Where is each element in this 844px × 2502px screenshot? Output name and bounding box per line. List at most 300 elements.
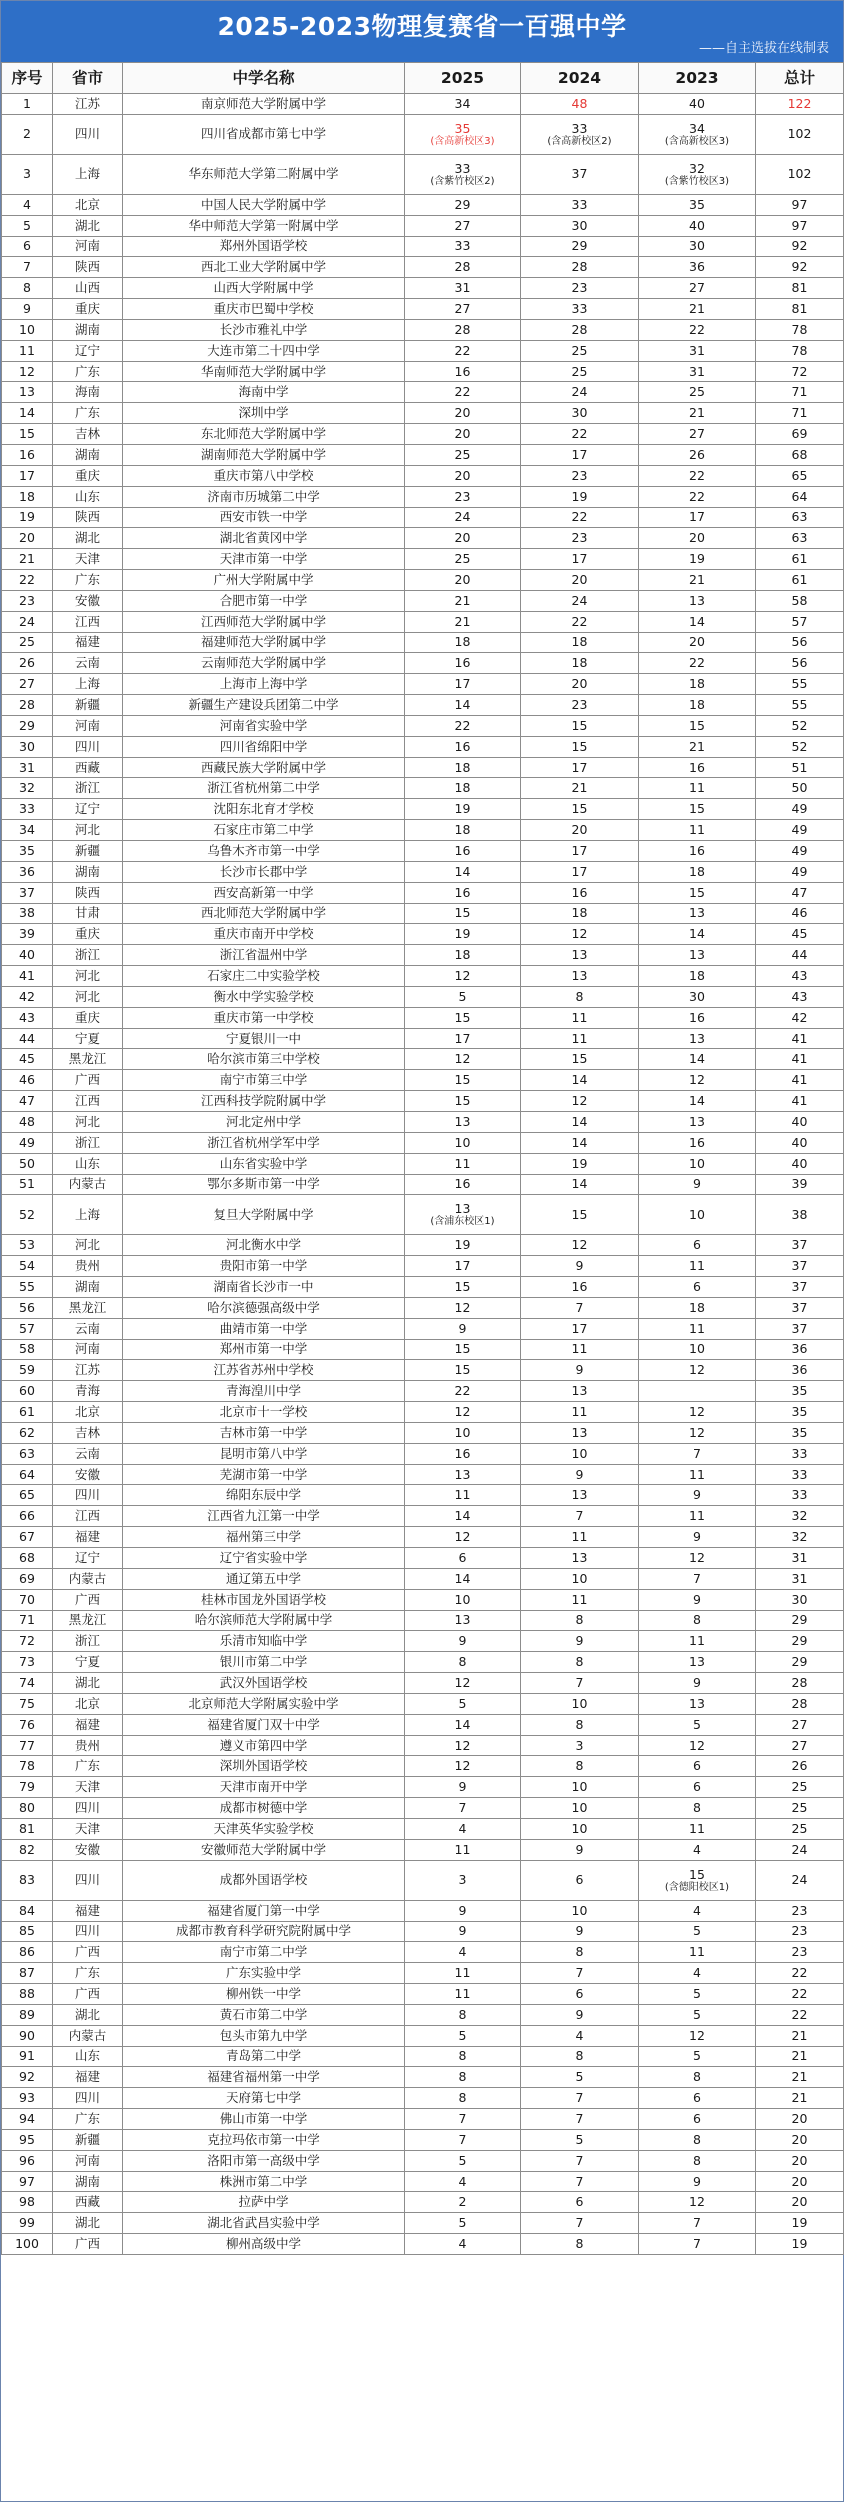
province-value: 浙江	[74, 780, 100, 796]
rank-value: 37	[19, 884, 35, 900]
score-2024-cell	[521, 1007, 639, 1028]
province-cell	[53, 1049, 123, 1070]
table-row	[2, 590, 844, 611]
province-cell	[53, 1506, 123, 1527]
score-2023-value: 13	[689, 1030, 705, 1046]
total-value: 25	[791, 1800, 808, 1816]
rank-cell	[2, 1963, 53, 1984]
score-2023-value: 11	[689, 1466, 705, 1482]
rank-value: 5	[23, 217, 31, 233]
score-2025-cell	[405, 2192, 521, 2213]
score-2023-value: 6	[693, 1237, 701, 1253]
table-row	[2, 778, 844, 799]
score-2024-value: 28	[571, 259, 588, 275]
province-cell	[53, 154, 123, 194]
school-value: 天津英华实验学校	[213, 1820, 314, 1836]
rank-cell	[2, 1610, 53, 1631]
score-2023-cell	[639, 1693, 756, 1714]
province-cell	[53, 1195, 123, 1235]
score-2025-value: 12	[454, 1758, 471, 1774]
rank-cell	[2, 2088, 53, 2109]
score-2025-cell	[405, 1860, 521, 1900]
school-value: 福州第三中学	[225, 1529, 301, 1545]
score-2023-value: 8	[693, 2069, 701, 2085]
score-2024-value: 9	[575, 1362, 584, 1378]
score-2025-value: 4	[458, 1820, 467, 1836]
total-value: 40	[791, 1155, 808, 1171]
score-2024-cell	[521, 1381, 639, 1402]
score-2024-cell	[521, 1942, 639, 1963]
total-value: 28	[791, 1674, 808, 1690]
total-value: 19	[791, 2215, 808, 2231]
score-2024-cell	[521, 1297, 639, 1318]
score-2023-cell	[639, 1652, 756, 1673]
score-2025-cell	[405, 778, 521, 799]
province-cell	[53, 114, 123, 154]
total-value: 42	[791, 1009, 808, 1025]
province-cell	[53, 2150, 123, 2171]
score-2025-cell	[405, 340, 521, 361]
score-2023-cell	[639, 1589, 756, 1610]
campus-note: (含紫竹校区3)	[664, 175, 730, 187]
province-value: 重庆	[74, 1009, 100, 1025]
score-2024-cell	[521, 882, 639, 903]
rank-cell	[2, 1297, 53, 1318]
score-2024-value: 25	[571, 342, 588, 358]
province-value: 江西	[74, 1508, 100, 1524]
score-2023-value: 12	[689, 1072, 705, 1088]
table-row	[2, 986, 844, 1007]
school-cell	[123, 2192, 405, 2213]
province-cell	[53, 986, 123, 1007]
score-2024-value: 8	[575, 1944, 584, 1960]
total-cell	[756, 1318, 844, 1339]
rank-value: 29	[19, 717, 35, 733]
rank-value: 15	[19, 426, 35, 442]
score-2025-value: 12	[454, 1404, 471, 1420]
school-value: 天津市南开中学	[219, 1779, 308, 1795]
score-2024-value: 6	[575, 2194, 584, 2210]
score-2025-cell	[405, 2046, 521, 2067]
school-cell	[123, 486, 405, 507]
score-2023-cell	[639, 757, 756, 778]
total-cell	[756, 1839, 844, 1860]
school-cell	[123, 2109, 405, 2130]
score-2023-cell	[639, 2067, 756, 2088]
score-2025-value: 16	[454, 655, 471, 671]
school-cell	[123, 194, 405, 215]
rank-cell	[2, 444, 53, 465]
score-2023-value: 4	[693, 1902, 701, 1918]
province-value: 湖北	[74, 217, 100, 233]
province-value: 广东	[74, 571, 100, 587]
table-row	[2, 1070, 844, 1091]
score-2025-value: 16	[454, 363, 471, 379]
score-2023-cell	[639, 1568, 756, 1589]
table-row	[2, 841, 844, 862]
campus-note: (含高新校区3)	[430, 135, 495, 147]
total-value: 65	[791, 467, 808, 483]
rank-value: 9	[23, 300, 31, 316]
score-2025-value: 11	[454, 1155, 471, 1171]
score-2023-value: 21	[689, 571, 705, 587]
score-2024-cell	[521, 2150, 639, 2171]
rank-cell	[2, 2213, 53, 2234]
province-cell	[53, 2234, 123, 2255]
province-value: 天津	[74, 1779, 100, 1795]
score-2025-cell	[405, 1798, 521, 1819]
score-2025-value: 14	[454, 1716, 471, 1732]
score-2024-cell	[521, 299, 639, 320]
province-value: 广东	[74, 405, 100, 421]
score-2023-cell	[639, 674, 756, 695]
rank-value: 16	[19, 446, 35, 462]
school-value: 辽宁省实验中学	[219, 1549, 308, 1565]
score-2024-value: 12	[571, 1093, 588, 1109]
rank-cell	[2, 1818, 53, 1839]
province-value: 安徽	[74, 1466, 100, 1482]
total-cell	[756, 2067, 844, 2088]
score-2024-cell	[521, 1589, 639, 1610]
school-value: 鄂尔多斯市第一中学	[207, 1176, 320, 1192]
total-cell	[756, 2171, 844, 2192]
total-cell	[756, 1049, 844, 1070]
score-2023-cell	[639, 1153, 756, 1174]
score-2023-cell	[639, 1735, 756, 1756]
rank-cell	[2, 94, 53, 115]
rank-value: 53	[19, 1237, 35, 1253]
rank-cell	[2, 1091, 53, 1112]
rank-value: 25	[19, 634, 35, 650]
school-value: 广东实验中学	[225, 1965, 301, 1981]
score-2025-value: 8	[458, 2090, 467, 2106]
school-cell	[123, 1153, 405, 1174]
score-2023-cell	[639, 632, 756, 653]
school-value: 湖南省长沙市一中	[213, 1278, 314, 1294]
score-2024-cell	[521, 1610, 639, 1631]
school-cell	[123, 736, 405, 757]
rank-value: 72	[19, 1633, 35, 1649]
table-row	[2, 1297, 844, 1318]
total-value: 92	[791, 259, 808, 275]
total-value: 43	[791, 988, 808, 1004]
score-2023-cell	[639, 1464, 756, 1485]
score-2023-value: 4	[693, 1965, 701, 1981]
school-value: 江西省九江第一中学	[207, 1508, 320, 1524]
score-2024-value: 23	[571, 467, 588, 483]
total-cell	[756, 486, 844, 507]
score-2024-value: 9	[575, 1923, 584, 1939]
score-2023-cell	[639, 1007, 756, 1028]
table-row	[2, 945, 844, 966]
school-cell	[123, 1132, 405, 1153]
table-row	[2, 1007, 844, 1028]
table-row	[2, 1589, 844, 1610]
school-value: 宁夏银川一中	[225, 1030, 301, 1046]
rank-cell	[2, 632, 53, 653]
score-2023-value: 12	[689, 1362, 705, 1378]
total-value: 23	[791, 1944, 808, 1960]
school-value: 武汉外国语学校	[219, 1674, 308, 1690]
rank-cell	[2, 986, 53, 1007]
score-2024-value: 8	[575, 2048, 584, 2064]
score-2025-value: 8	[458, 2048, 467, 2064]
total-cell	[756, 820, 844, 841]
score-2024-cell	[521, 1318, 639, 1339]
score-2023-cell	[639, 1422, 756, 1443]
total-cell	[756, 114, 844, 154]
table-row	[2, 465, 844, 486]
province-value: 辽宁	[74, 1549, 100, 1565]
school-cell	[123, 340, 405, 361]
score-2023-cell	[639, 1631, 756, 1652]
table-row	[2, 1485, 844, 1506]
rank-value: 75	[19, 1695, 35, 1711]
school-value: 克拉玛依市第一中学	[207, 2131, 320, 2147]
table-row	[2, 1091, 844, 1112]
school-cell	[123, 1506, 405, 1527]
province-value: 青海	[74, 1383, 100, 1399]
score-2025-value: 14	[454, 1570, 471, 1586]
score-2023-value: 27	[689, 426, 705, 442]
province-cell	[53, 528, 123, 549]
rank-value: 94	[19, 2111, 35, 2127]
province-cell	[53, 1735, 123, 1756]
province-value: 福建	[74, 1902, 100, 1918]
score-2025-value: 10	[454, 1424, 471, 1440]
school-value: 哈尔滨德强高级中学	[207, 1299, 320, 1315]
province-cell	[53, 1777, 123, 1798]
rank-value: 88	[19, 1985, 35, 2001]
score-2024-value: 11	[571, 1529, 588, 1545]
school-cell	[123, 1360, 405, 1381]
campus-note: (含高新校区3)	[664, 135, 730, 147]
school-value: 中国人民大学附属中学	[200, 196, 326, 212]
total-cell	[756, 903, 844, 924]
total-cell	[756, 2150, 844, 2171]
score-2024-cell	[521, 2129, 639, 2150]
score-2025-cell	[405, 820, 521, 841]
total-value: 50	[791, 780, 808, 796]
total-value: 31	[791, 1570, 808, 1586]
rank-value: 87	[19, 1965, 35, 1981]
rank-value: 8	[23, 280, 31, 296]
table-row	[2, 1464, 844, 1485]
province-cell	[53, 1839, 123, 1860]
province-cell	[53, 403, 123, 424]
total-value: 32	[791, 1508, 808, 1524]
school-cell	[123, 94, 405, 115]
score-2023-cell	[639, 1777, 756, 1798]
rank-cell	[2, 215, 53, 236]
rank-value: 90	[19, 2027, 35, 2043]
table-row	[2, 653, 844, 674]
score-2023-value: 34	[689, 120, 705, 136]
score-2023-value: 13	[689, 1654, 705, 1670]
school-cell	[123, 1610, 405, 1631]
score-2024-cell	[521, 361, 639, 382]
rank-value: 92	[19, 2069, 35, 2085]
score-2025-cell	[405, 1693, 521, 1714]
rank-value: 81	[19, 1820, 35, 1836]
total-value: 21	[791, 2027, 808, 2043]
total-value: 37	[791, 1258, 808, 1274]
province-cell	[53, 424, 123, 445]
rank-cell	[2, 1485, 53, 1506]
score-2024-cell	[521, 465, 639, 486]
province-cell	[53, 778, 123, 799]
total-cell	[756, 1673, 844, 1694]
score-2025-value: 35	[454, 120, 471, 136]
school-cell	[123, 1339, 405, 1360]
table-row	[2, 299, 844, 320]
score-2023-value: 16	[689, 842, 705, 858]
score-2023-cell	[639, 299, 756, 320]
rank-cell	[2, 257, 53, 278]
score-2024-cell	[521, 1860, 639, 1900]
score-2023-cell	[639, 319, 756, 340]
province-value: 湖南	[74, 863, 100, 879]
rank-cell	[2, 1007, 53, 1028]
score-2025-cell	[405, 194, 521, 215]
score-2025-cell	[405, 507, 521, 528]
score-2024-cell	[521, 611, 639, 632]
score-2024-cell	[521, 945, 639, 966]
table-row	[2, 444, 844, 465]
score-2024-cell	[521, 444, 639, 465]
total-cell	[756, 1631, 844, 1652]
rank-value: 61	[19, 1404, 35, 1420]
score-2025-value: 20	[454, 571, 471, 587]
school-cell	[123, 986, 405, 1007]
table-row	[2, 903, 844, 924]
province-cell	[53, 2046, 123, 2067]
total-cell	[756, 861, 844, 882]
province-value: 宁夏	[74, 1654, 100, 1670]
school-value: 福建省福州第一中学	[207, 2069, 320, 2085]
total-value: 37	[791, 1278, 808, 1294]
score-2024-cell	[521, 1360, 639, 1381]
total-value: 20	[791, 2131, 808, 2147]
school-cell	[123, 590, 405, 611]
score-2023-cell	[639, 820, 756, 841]
score-2025-cell	[405, 1007, 521, 1028]
rank-cell	[2, 1921, 53, 1942]
page-subtitle: ——自主选拔在线制表	[698, 41, 829, 56]
province-value: 天津	[74, 1820, 100, 1836]
score-2024-value: 29	[571, 238, 588, 254]
table-row	[2, 611, 844, 632]
score-2024-value: 3	[575, 1737, 584, 1753]
total-value: 35	[791, 1404, 808, 1420]
province-value: 四川	[74, 126, 100, 142]
total-value: 57	[791, 613, 808, 629]
province-value: 西藏	[74, 2194, 100, 2210]
table-row	[2, 1195, 844, 1235]
score-2025-value: 17	[454, 676, 471, 692]
score-2024-cell	[521, 695, 639, 716]
score-2025-cell	[405, 2088, 521, 2109]
province-value: 吉林	[74, 426, 100, 442]
province-cell	[53, 632, 123, 653]
score-2023-value: 5	[693, 2006, 701, 2022]
province-cell	[53, 1297, 123, 1318]
score-2024-cell	[521, 1631, 639, 1652]
school-cell	[123, 444, 405, 465]
rank-cell	[2, 2129, 53, 2150]
score-2025-cell	[405, 1548, 521, 1569]
school-value: 济南市历城第二中学	[207, 488, 320, 504]
province-value: 黑龙江	[68, 1051, 107, 1067]
school-cell	[123, 1798, 405, 1819]
rank-value: 45	[19, 1051, 35, 1067]
score-2024-cell	[521, 861, 639, 882]
total-cell	[756, 1693, 844, 1714]
province-cell	[53, 1381, 123, 1402]
province-value: 广东	[74, 1758, 100, 1774]
score-2023-value: 25	[689, 384, 705, 400]
province-value: 河南	[74, 717, 100, 733]
province-value: 辽宁	[74, 801, 100, 817]
score-2024-cell	[521, 278, 639, 299]
table-row	[2, 2129, 844, 2150]
score-2023-cell	[639, 1714, 756, 1735]
score-2023-value: 19	[689, 551, 705, 567]
province-cell	[53, 861, 123, 882]
total-value: 52	[791, 717, 808, 733]
province-value: 天津	[74, 551, 100, 567]
score-2024-value: 10	[571, 1820, 588, 1836]
score-2023-cell	[639, 1402, 756, 1423]
score-2024-value: 11	[571, 1341, 588, 1357]
school-value: 云南师范大学附属中学	[200, 655, 326, 671]
score-2025-cell	[405, 94, 521, 115]
school-cell	[123, 382, 405, 403]
total-cell	[756, 1153, 844, 1174]
province-cell	[53, 903, 123, 924]
school-value: 洛阳市第一高级中学	[207, 2152, 320, 2168]
score-2025-value: 13	[454, 1612, 471, 1628]
province-cell	[53, 1652, 123, 1673]
score-2023-value: 9	[693, 1591, 701, 1607]
total-value: 22	[791, 1965, 808, 1981]
province-cell	[53, 1360, 123, 1381]
total-value: 63	[791, 509, 808, 525]
campus-note: (含德阳校区1)	[664, 1881, 730, 1893]
rank-value: 34	[19, 822, 35, 838]
score-2024-value: 5	[575, 2131, 584, 2147]
total-cell	[756, 361, 844, 382]
rank-value: 39	[19, 926, 35, 942]
total-cell	[756, 257, 844, 278]
school-value: 重庆市第八中学校	[213, 467, 314, 483]
rank-value: 54	[19, 1258, 35, 1274]
score-2025-value: 24	[454, 509, 471, 525]
total-cell	[756, 715, 844, 736]
school-cell	[123, 1963, 405, 1984]
score-2024-value: 13	[571, 1383, 588, 1399]
score-2025-value: 18	[454, 822, 471, 838]
score-2023-cell	[639, 154, 756, 194]
score-2025-cell	[405, 1277, 521, 1298]
school-value: 南京师范大学附属中学	[200, 95, 326, 111]
score-2024-cell	[521, 1735, 639, 1756]
school-value: 湖北省黄冈中学	[219, 530, 308, 546]
province-value: 浙江	[74, 1134, 100, 1150]
table-row	[2, 799, 844, 820]
rank-cell	[2, 1548, 53, 1569]
rank-cell	[2, 1402, 53, 1423]
